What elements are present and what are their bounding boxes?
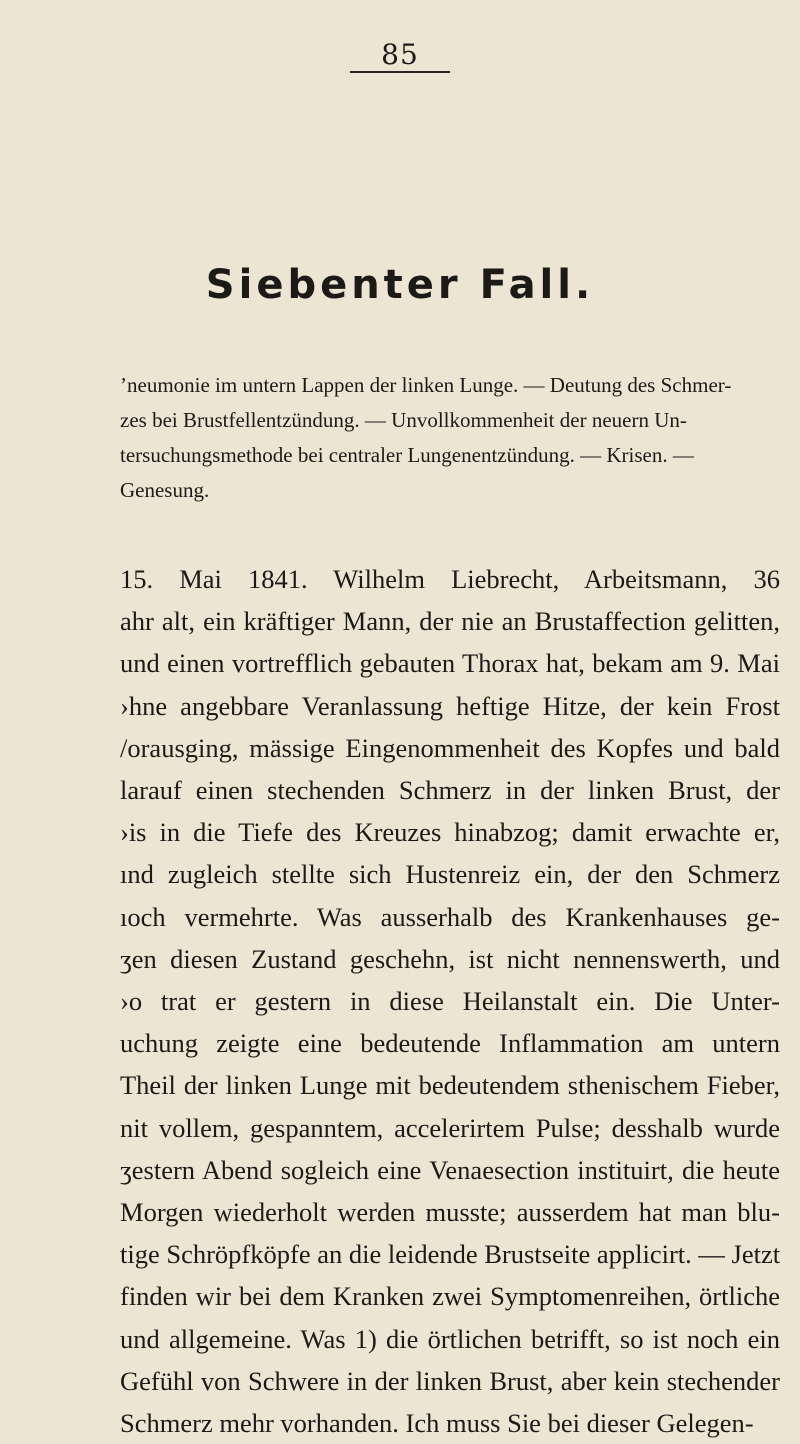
body-line: und allgemeine. Was 1) die örtlichen betrifft, so ist noch ein: [120, 1323, 780, 1354]
body-line: ʒestern Abend sogleich eine Venaesection instituirt, die heute: [120, 1154, 780, 1185]
summary-line: tersuchungsmethode bei centraler Lungenentzündung. — Krisen. —: [120, 443, 694, 467]
chapter-heading: Siebenter Fall.: [205, 262, 595, 308]
body-line: Theil der linken Lunge mit bedeutendem sthenischem Fieber,: [120, 1070, 780, 1101]
body-line: ahr alt, ein kräftiger Mann, der nie an Brustaffection gelitten,: [120, 606, 780, 637]
page-number-rule: [350, 71, 450, 73]
body-line: 15. Mai 1841. Wilhelm Liebrecht, Arbeitsmann, 36: [120, 564, 780, 594]
body-line: uchung zeigte eine bedeutende Inflammation am untern: [120, 1028, 780, 1059]
body-line: ›is in die Tiefe des Kreuzes hinabzog; damit erwachte er,: [120, 817, 780, 848]
body-line: und einen vortrefflich gebauten Thorax hat, bekam am 9. Mai: [120, 648, 780, 679]
summary-line: ʼneumonie im untern Lappen der linken Lunge. — Deutung des Schmer-: [120, 373, 732, 397]
body-line: ›hne angebbare Veranlassung heftige Hitze, der kein Frost: [120, 690, 780, 721]
body-line: tige Schröpfköpfe an die leidende Brustseite applicirt. — Jetzt: [120, 1239, 781, 1270]
chapter-summary: [120, 368, 778, 508]
summary-line: Genesung.: [120, 478, 210, 502]
body-line: larauf einen stechenden Schmerz in der linken Brust, der: [120, 775, 780, 806]
page-number: 85: [381, 38, 419, 71]
body-line: nit vollem, gespanntem, accelerirtem Pulse; desshalb wurde: [120, 1112, 780, 1143]
body-text: [120, 558, 780, 1444]
summary-line: zes bei Brustfellentzündung. — Unvollkommenheit der neuern Un-: [120, 408, 687, 432]
body-line: ʒen diesen Zustand geschehn, ist nicht nennenswerth, und: [120, 943, 780, 974]
body-line: Schmerz mehr vorhanden. Ich muss Sie bei dieser Gelegen-: [120, 1408, 754, 1439]
body-line: ıoch vermehrte. Was ausserhalb des Krankenhauses ge-: [120, 901, 780, 932]
body-line: Gefühl von Schwere in der linken Brust, aber kein stechender: [120, 1365, 780, 1396]
body-line: ınd zugleich stellte sich Hustenreiz ein, der den Schmerz: [120, 859, 780, 890]
body-line: finden wir bei dem Kranken zwei Symptomenreihen, örtliche: [120, 1281, 780, 1312]
body-line: Morgen wiederholt werden musste; ausserdem hat man blu-: [120, 1197, 780, 1228]
body-line: /orausging, mässige Eingenommenheit des Kopfes und bald: [120, 732, 780, 763]
body-line: ›o trat er gestern in diese Heilanstalt ein. Die Unter-: [120, 986, 780, 1017]
